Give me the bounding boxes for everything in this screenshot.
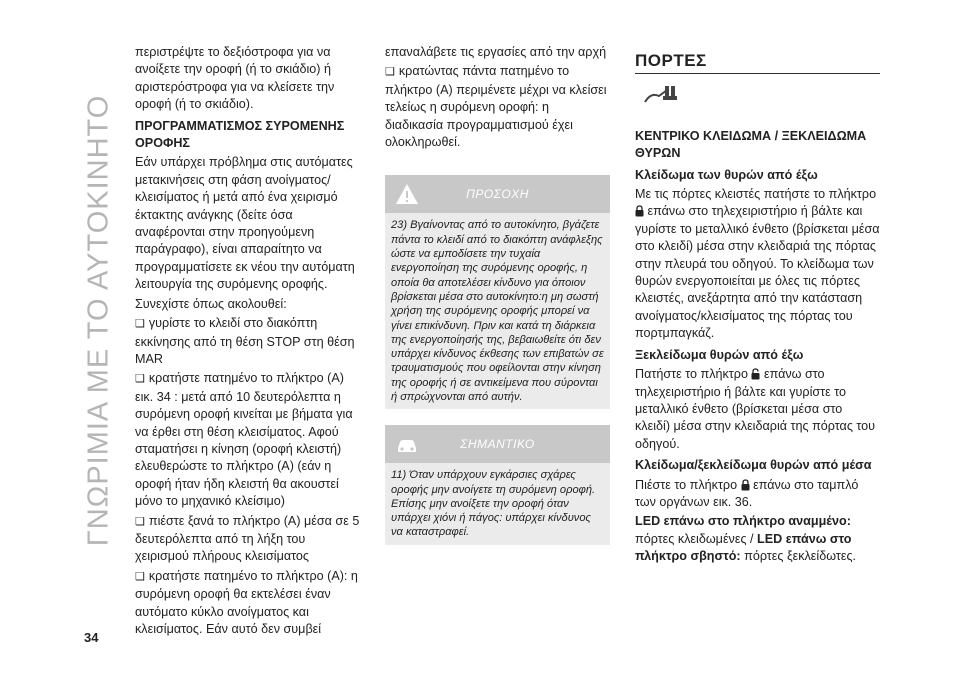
led-off-label: LED επάνω στο πλήκτρο σβηστό: bbox=[635, 531, 852, 564]
text-segment: επάνω στο ταμπλό των οργάνων εικ. 36. bbox=[635, 477, 859, 509]
paragraph: Εάν υπάρχει πρόβλημα στις αυτόματες μετακινήσεις στη φάση ανοίγματος/κλεισίματος ή μετά από ένα χειρισμό έκτακτης ανάγκης (δείτε όσα αναφέρονται στην προηγούμενη παράγραφο), είναι απαραίτητο να προγραμματίσετε εκ νέου την αυτόματη λειτουργία της συρόμενης οροφής. bbox=[135, 155, 355, 292]
page-number: 34 bbox=[84, 630, 99, 645]
column-3 bbox=[635, 44, 880, 568]
paragraph bbox=[635, 513, 880, 565]
text-segment: Με τις πόρτες κλειστές πατήστε το πλήκτρο bbox=[635, 187, 877, 202]
important-text: 11) Όταν υπάρχουν εγκάρσιες σχάρες οροφής μην ανοίγετε τη συρόμενη οροφή. Επίσης μην ανοίξετε την οροφή όταν υπάρχει χιόνι ή πάγος: υπάρχει κίνδυνος να καταστραφεί. bbox=[385, 463, 610, 544]
warning-text: 23) Βγαίνοντας από το αυτοκίνητο, βγάζετε πάντα το κλειδί από το διακόπτη ανάφλεξης ώστε να εμποδίσετε την τυχαία ενεργοποίηση της συρόμενης οροφής, η οποία θα αποτελέσει κίνδυνο για όποιον βρίσκεται μέσα στο αυτοκίνητο:η μη σωστή χρήση της συρόμενης οροφής μπορεί να γίνει επικίνδυνη. Πριν και κατά τη διάρκεια της ενεργοποίησής της, βεβαιωθείτε ότι δεν υπάρχει κίνδυνος έκθεσης των επιβατών σε τραυματισμούς που οφείλονται στην κίνηση της οροφής ή σε αντικείμενα που σύρονται ή σπρώχνονται από αυτήν. bbox=[385, 213, 610, 409]
led-on-label: LED επάνω στο πλήκτρο αναμμένο: bbox=[635, 514, 851, 529]
key-remote-icon bbox=[643, 82, 679, 108]
paragraph: Συνεχίστε όπως ακολουθεί: bbox=[135, 296, 287, 311]
bullet-item: ❑ γυρίστε το κλειδί στο διακόπτη εκκίνησης από τη θέση STOP στη θέση MAR bbox=[135, 315, 360, 368]
text-segment: Πατήστε το πλήκτρο bbox=[635, 367, 748, 382]
led-on-text: πόρτες κλειδωμένες / bbox=[635, 531, 754, 546]
warning-label: ΠΡΟΣΟΧΗ bbox=[466, 186, 529, 201]
heading-unlock-outside: Ξεκλείδωμα θυρών από έξω bbox=[635, 347, 804, 362]
warning-bar bbox=[385, 175, 610, 213]
side-title-text: ΓΝΩΡΙΜΙΑ ΜΕ ΤΟ ΑΥΤΟΚΙΝΗΤΟ bbox=[82, 94, 115, 546]
text-segment: επάνω στο τηλεχειριστήριο ή βάλτε και γυρίστε το μεταλλικό ένθετο (βρίσκεται μέσα στο κλειδί) μέσα στην κλειδαριά της πόρτας στην πλευρά του οδηγού. Το κλείδωμα των θυρών ενεργοποιείται με όλες τις πόρτες κλειστές, ανεξάρτητα από την κατάσταση ανοίγματος/κλεισίματος της πόρτας του πορτμπαγκάζ. bbox=[635, 204, 880, 341]
heading-lock-inside: Κλείδωμα/ξεκλείδωμα θυρών από μέσα bbox=[635, 458, 872, 473]
bullet-item: ❑ κρατήστε πατημένο το πλήκτρο (A): η συρόμενη οροφή θα εκτελέσει έναν αυτόματο κύκλο ανοίγματος και κλεισίματος. Εάν αυτό δεν συμβεί bbox=[135, 568, 360, 639]
bullet-item: ❑ κρατώντας πάντα πατημένο το πλήκτρο (A) περιμένετε μέχρι να κλείσει τελείως η συρόμενη οροφή: η διαδικασία προγραμματισμού έχει ολοκληρωθεί. bbox=[385, 63, 610, 151]
bullet-item: ❑ κρατήστε πατημένο το πλήκτρο (A) εικ. 34 : μετά από 10 δευτερόλεπτα η συρόμενη οροφή κινείται με βήματα για να έρθει στη θέση κλεισίματος. Αφού σταματήσει η κίνηση (οροφή κλειστή) ελευθερώστε το πλήκτρο (A) (εάν η οροφή ήταν ήδη κλειστή θα ακουστεί μόνο το μηχανικό κλείσιμο) bbox=[135, 370, 360, 510]
heading-lock-outside: Κλείδωμα των θυρών από έξω bbox=[635, 167, 818, 182]
bullet-item: ❑ πιέστε ξανά το πλήκτρο (A) μέσα σε 5 δευτερόλεπτα από τη λήξη του χειρισμού πλήρους κλεισίματος bbox=[135, 513, 360, 566]
important-label: ΣΗΜΑΝΤΙΚΟ bbox=[460, 436, 535, 451]
car-service-icon bbox=[395, 432, 419, 456]
text-segment: Πιέστε το πλήκτρο bbox=[635, 477, 738, 492]
paragraph: επαναλάβετε τις εργασίες από την αρχή bbox=[385, 45, 607, 59]
paragraph bbox=[635, 477, 880, 512]
important-bar bbox=[385, 425, 610, 463]
heading-central-locking: ΚΕΝΤΡΙΚΟ ΚΛΕΙΔΩΜΑ / ΞΕΚΛΕΙΔΩΜΑ ΘΥΡΩΝ bbox=[635, 128, 867, 161]
paragraph bbox=[635, 366, 880, 453]
warning-triangle-icon bbox=[395, 182, 419, 206]
paragraph bbox=[635, 186, 880, 343]
paragraph: περιστρέψτε το δεξιόστροφα για να ανοίξετε την οροφή (ή το σκιάδιο) ή αριστερόστροφα για να κλείσετε την οροφή (ή το σκιάδιο). bbox=[135, 45, 335, 112]
section-title: ΠΟΡΤΕΣ bbox=[635, 52, 880, 74]
text-segment: επάνω στο τηλεχειριστήριο ή βάλτε και γυρίστε το μεταλλικό ένθετο (βρίσκεται μέσα στο κλειδί) μέσα στην κλειδαριά της πόρτας του οδηγού. bbox=[635, 367, 876, 451]
lock-icon bbox=[741, 479, 750, 491]
led-off-text: πόρτες ξεκλείδωτες. bbox=[744, 549, 857, 564]
lock-icon bbox=[635, 205, 644, 217]
side-chapter-title bbox=[84, 40, 114, 600]
unlock-icon bbox=[751, 368, 760, 380]
heading-programming: ΠΡΟΓΡΑΜΜΑΤΙΣΜΟΣ ΣΥΡΟΜΕΝΗΣ ΟΡΟΦΗΣ bbox=[135, 118, 345, 151]
column-2 bbox=[385, 44, 610, 545]
column-1 bbox=[135, 44, 360, 640]
